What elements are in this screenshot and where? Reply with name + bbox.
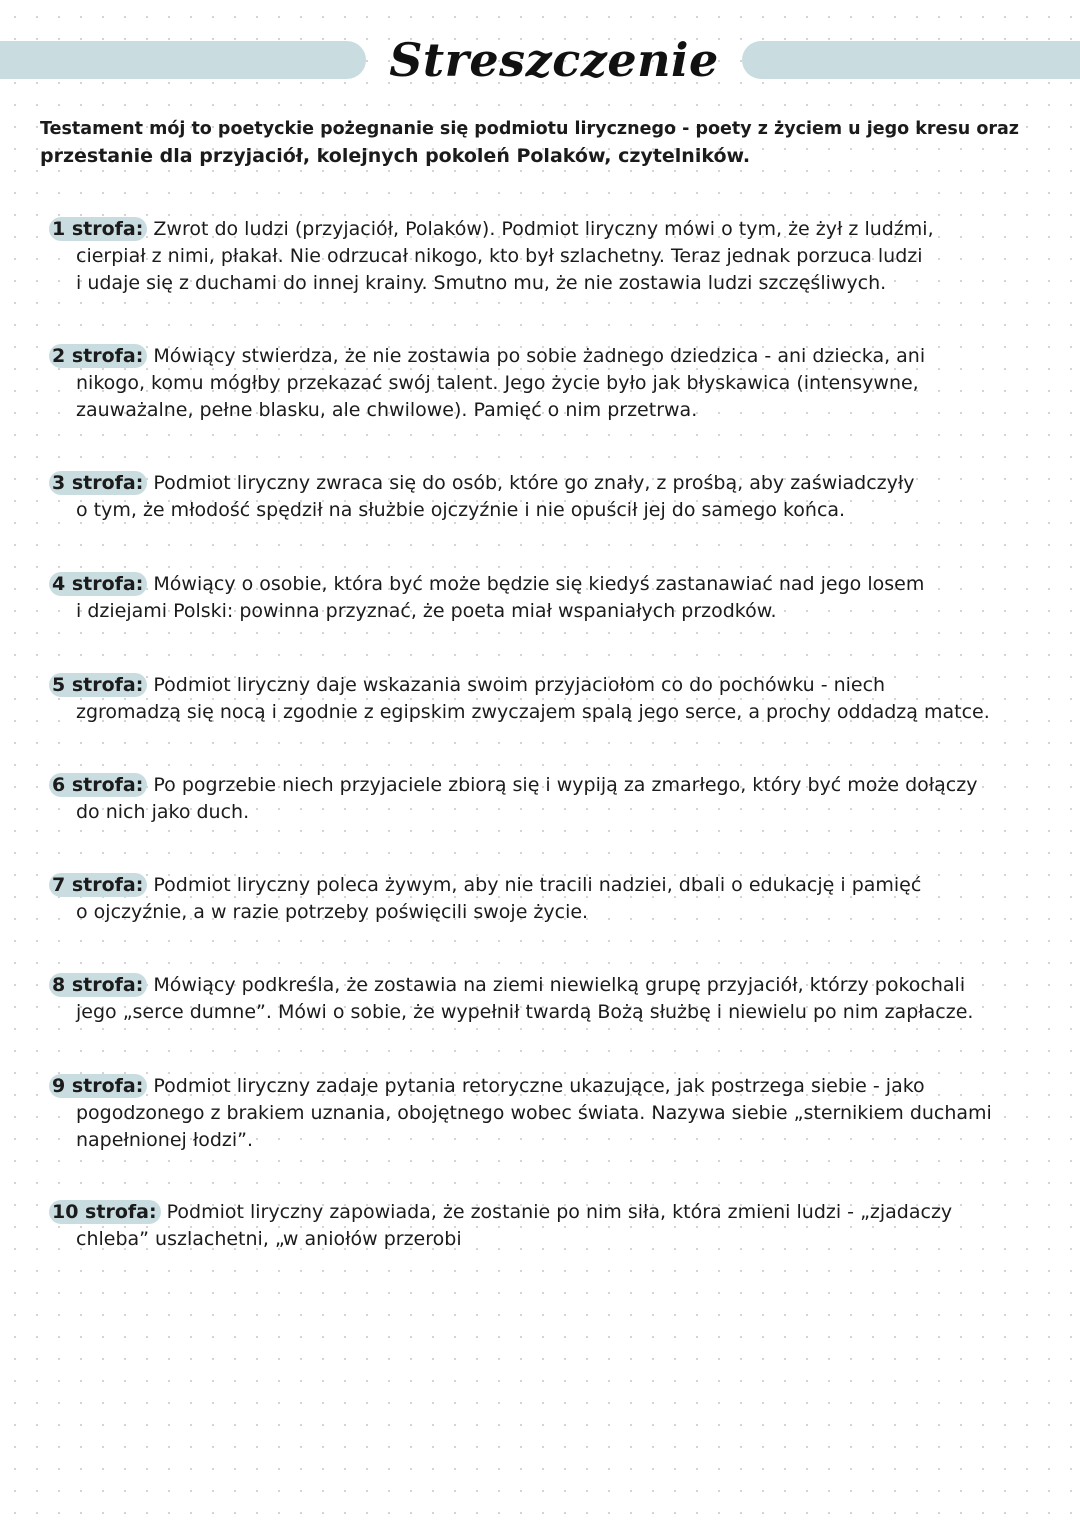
stanza-line [52,999,1042,1026]
stanza-label: 4 strofa: [49,572,147,596]
stanza-line [52,672,1042,699]
stanza-3 [52,470,1042,524]
stanza-text: Podmiot liryczny zwraca się do osób, które go znały, z prośbą, aby zaświadczyły [153,472,915,494]
stanza-7 [52,872,1042,926]
stanza-line [52,571,1042,598]
stanza-line [52,872,1042,899]
stanza-text: chleba” uszlachetni, „w aniołów przerobi [76,1228,462,1250]
stanza-line [52,397,1042,424]
stanza-label: 5 strofa: [49,673,147,697]
stanza-line [52,1199,1042,1226]
stanza-text: Po pogrzebie niech przyjaciele zbiorą się i wypiją za zmarłego, który być może dołączy [153,774,978,796]
stanza-text: napełnionej łodzi”. [76,1129,254,1151]
stanza-text: Mówiący o osobie, która być może będzie się kiedyś zastanawiać nad jego losem [153,573,925,595]
stanza-text: o ojczyźnie, a w razie potrzeby poświęcili swoje życie. [76,901,589,923]
stanza-text: nikogo, komu mógłby przekazać swój talent. Jego życie było jak błyskawica (intensywne, [76,372,919,394]
stanza-label: 7 strofa: [49,873,147,897]
stanza-5 [52,672,1042,726]
stanza-line [52,772,1042,799]
stanza-9 [52,1073,1042,1154]
stanza-line [52,343,1042,370]
stanza-2 [52,343,1042,424]
stanza-line [52,1073,1042,1100]
stanza-line [52,243,1042,270]
stanza-line [52,1226,1042,1253]
stanza-line [52,370,1042,397]
stanza-label: 3 strofa: [49,471,147,495]
stanza-text: o tym, że młodość spędził na służbie ojczyźnie i nie opuścił jej do samego końca. [76,499,846,521]
stanza-text: Mówiący stwierdza, że nie zostawia po sobie żadnego dziedzica - ani dziecka, ani [153,345,926,367]
stanza-1 [52,216,1042,297]
stanza-line [52,799,1042,826]
stanza-text: i udaje się z duchami do innej krainy. Smutno mu, że nie zostawia ludzi szczęśliwych. [76,272,887,294]
page-title: Streszczenie [389,33,719,87]
stanza-label: 6 strofa: [49,773,147,797]
stanza-label: 2 strofa: [49,344,147,368]
header [0,28,1080,92]
stanza-line [52,899,1042,926]
stanza-text: Podmiot liryczny zadaje pytania retoryczne ukazujące, jak postrzega siebie - jako [153,1075,925,1097]
stanza-label: 10 strofa: [49,1200,161,1224]
intro-line: Testament mój to poetyckie pożegnanie się podmiotu lirycznego - poety z życiem u jego kresu oraz [40,119,1019,139]
stanza-text: i dziejami Polski: powinna przyznać, że poeta miał wspaniałych przodków. [76,600,777,622]
stanza-line [52,1127,1042,1154]
stanza-line [52,470,1042,497]
stanza-label: 8 strofa: [49,973,147,997]
stanza-text: Zwrot do ludzi (przyjaciół, Polaków). Podmiot liryczny mówi o tym, że żył z ludźmi, [153,218,934,240]
stanza-text: zgromadzą się nocą i zgodnie z egipskim zwyczajem spalą jego serce, a prochy oddadzą matce. [76,701,990,723]
stanza-line [52,497,1042,524]
stanza-text: pogodzonego z brakiem uznania, obojętnego wobec świata. Nazywa siebie „sternikiem duchami [76,1102,992,1124]
intro-line: przestanie dla przyjaciół, kolejnych pokoleń Polaków, czytelników. [40,145,751,167]
stanza-10 [52,1199,1042,1253]
stanza-label: 1 strofa: [49,217,147,241]
stanza-8 [52,972,1042,1026]
stanza-text: Podmiot liryczny zapowiada, że zostanie po nim siła, która zmieni ludzi - „zjadaczy [166,1201,953,1223]
header-bar-left [0,41,366,79]
intro-paragraph [40,116,1040,170]
stanza-text: Mówiący podkreśla, że zostawia na ziemi niewielką grupę przyjaciół, którzy pokochali [153,974,966,996]
stanza-line [52,598,1042,625]
stanza-line [52,699,1042,726]
stanza-text: Podmiot liryczny daje wskazania swoim przyjaciołom co do pochówku - niech [153,674,886,696]
stanza-6 [52,772,1042,826]
stanza-line [52,972,1042,999]
stanza-line [52,270,1042,297]
stanza-text: Podmiot liryczny poleca żywym, aby nie tracili nadziei, dbali o edukację i pamięć [153,874,922,896]
header-bar-right [742,41,1080,79]
stanza-label: 9 strofa: [49,1074,147,1098]
stanza-text: cierpiał z nimi, płakał. Nie odrzucał nikogo, kto był szlachetny. Teraz jednak porzuca ludzi [76,245,923,267]
stanza-text: zauważalne, pełne blasku, ale chwilowe). Pamięć o nim przetrwa. [76,399,698,421]
stanza-text: do nich jako duch. [76,801,250,823]
stanza-4 [52,571,1042,625]
stanza-line [52,1100,1042,1127]
stanza-text: jego „serce dumne”. Mówi o sobie, że wypełnił twardą Bożą służbę i niewielu po nim zapłacze. [76,1001,974,1023]
stanza-line [52,216,1042,243]
